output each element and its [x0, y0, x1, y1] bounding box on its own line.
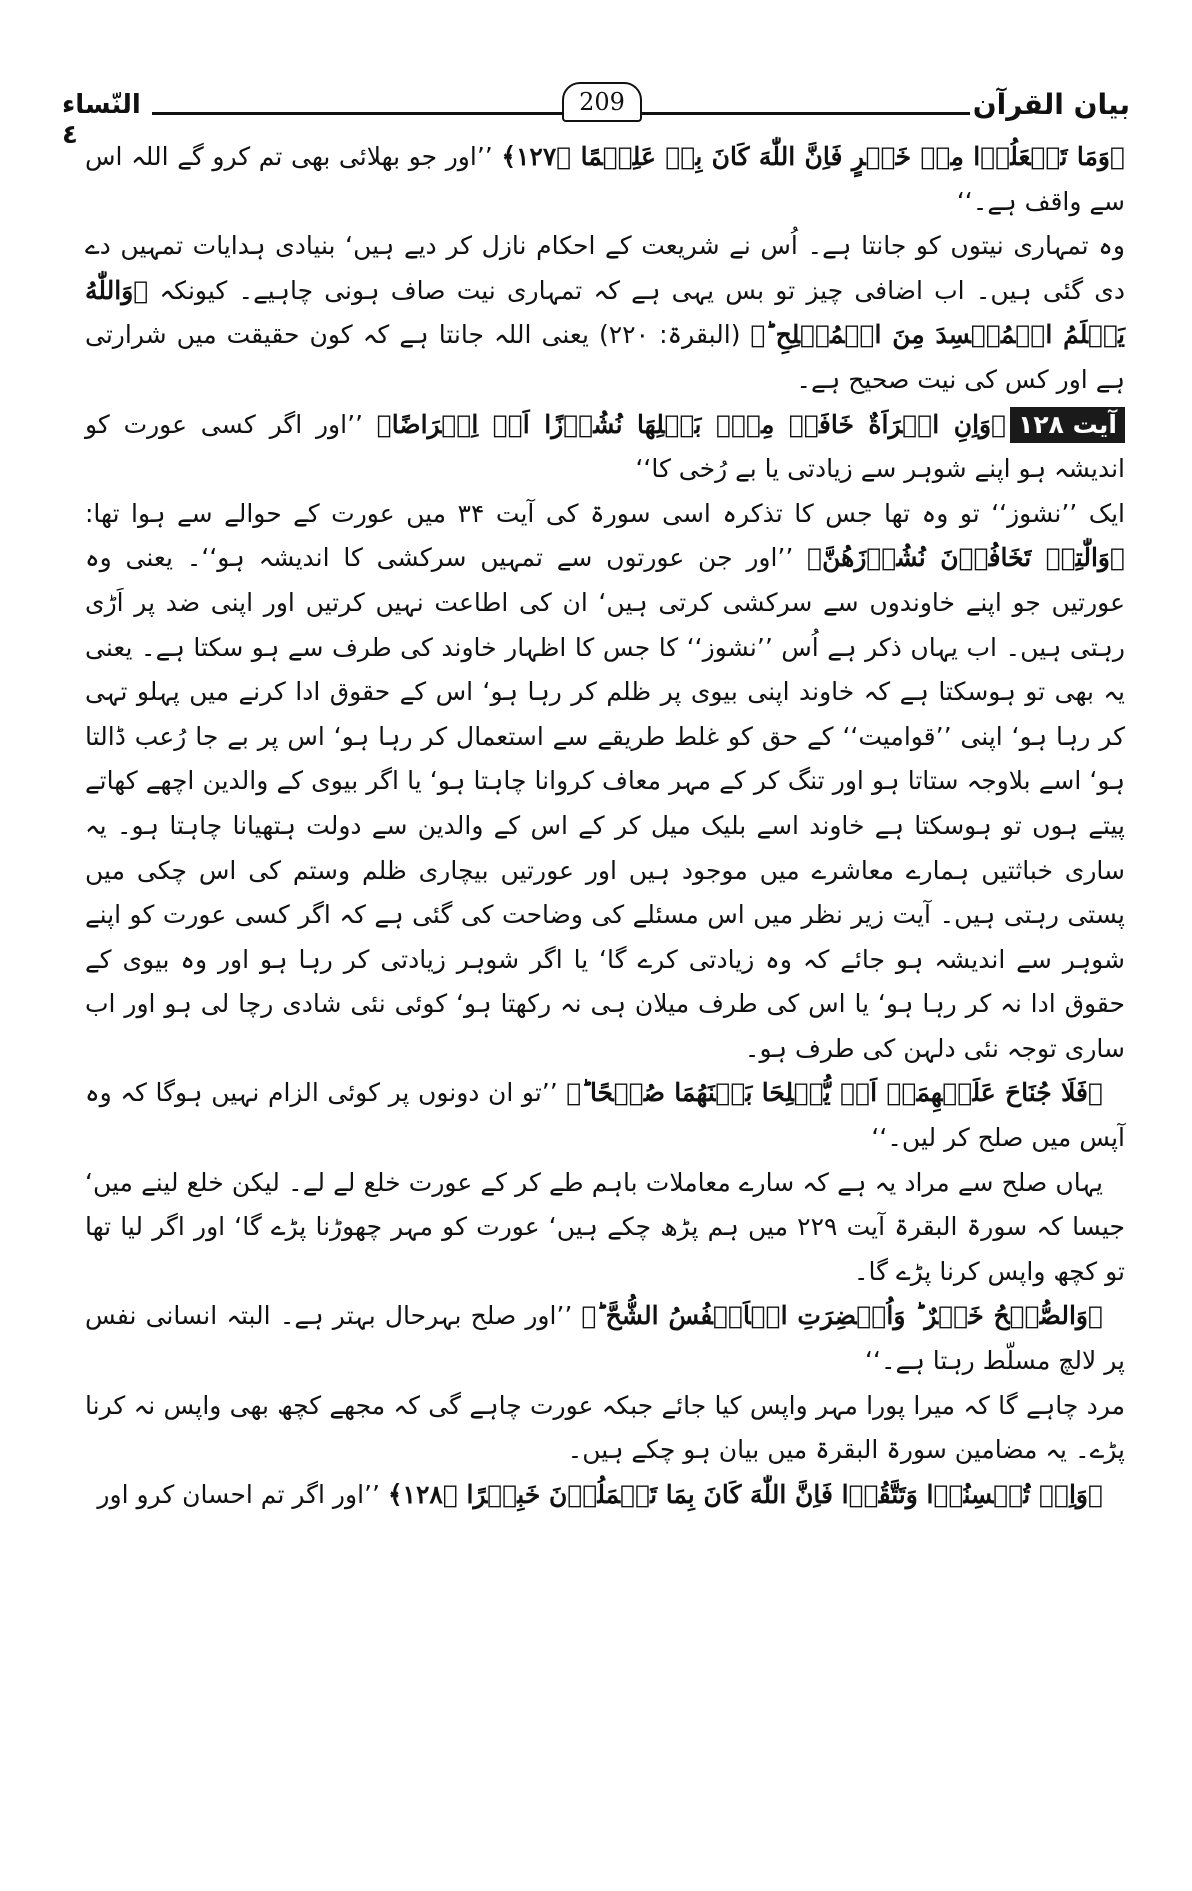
- book-title: بیان القرآن: [970, 88, 1130, 121]
- page-body: [85, 135, 1125, 1517]
- quran-verse: ﴿وَاِنۡ تُحۡسِنُوۡا وَتَتَّقُوۡا فَاِنَّ اللّٰهَ كَانَ بِمَا تَعۡمَلُوۡنَ خَبِيۡرًا ﴿١٢٨﴾: [387, 1479, 1103, 1509]
- paragraph-text: مرد چاہے گا کہ میرا پورا مہر واپس کیا جائے جبکہ عورت چاہے گی کہ مجھے کچھ بھی واپس نہ کرنا پڑے۔ یہ مضامین سورۃ البقرۃ میں بیان ہو چکے ہیں۔: [85, 1390, 1125, 1465]
- paragraph: [85, 224, 1125, 402]
- paragraph: [85, 1071, 1125, 1160]
- paragraph: [85, 1473, 1125, 1518]
- paragraph-text: ’’تو ان دونوں پر کوئی الزام نہیں ہوگا کہ وہ آپس میں صلح کر لیں۔‘‘: [85, 1078, 1125, 1153]
- paragraph-text: ’’اور صلح بہرحال بہتر ہے۔ البتہ انسانی نفس پر لالچ مسلّط رہتا ہے۔‘‘: [85, 1301, 1125, 1376]
- page-number: 209: [562, 82, 642, 122]
- paragraph: [85, 492, 1125, 1072]
- quran-verse: ﴿وَالّٰتِىۡ تَخَافُوۡنَ نُشُوۡزَهُنَّ﴾: [807, 543, 1125, 573]
- quran-verse: ﴿وَاللّٰهُ يَعۡلَمُ الۡمُفۡسِدَ مِنَ الۡمُصۡلِحِ ؕ﴾: [85, 275, 1126, 350]
- quran-verse: ﴿وَاِنِ امۡرَاَةٌ خَافَتۡ مِنۡۢ بَعۡلِهَا نُشُوۡزًا اَوۡ اِعۡرَاضًا﴾: [376, 409, 1007, 439]
- surah-name: النّساء ٤: [62, 90, 152, 150]
- quran-verse: ﴿وَمَا تَفۡعَلُوۡا مِنۡ خَيۡرٍ فَاِنَّ اللّٰهَ كَانَ بِهٖ عَلِيۡمًا ﴿١٢٧﴾: [501, 142, 1125, 171]
- paragraph: [85, 403, 1125, 492]
- paragraph: [85, 1294, 1125, 1383]
- running-header: [62, 88, 1130, 150]
- header-rule: [132, 112, 980, 115]
- paragraph-text: وہ تمہاری نیتوں کو جانتا ہے۔ اُس نے شریعت کے احکام نازل کر دیے ہیں‘ بنیادی ہدایات تمہیں دے دی گئی ہیں۔ اب اضافی چیز تو بس یہی ہے کہ تمہاری نیت صاف ہونی چاہیے۔ کیونکہ: [85, 231, 1125, 305]
- paragraph-text: (البقرۃ: ۲۲۰) یعنی اللہ جانتا ہے کہ کون حقیقت میں شرارتی ہے اور کس کی نیت صحیح ہے۔: [85, 320, 1125, 394]
- paragraph-text: ’’اور اگر کسی عورت کو اندیشہ ہو اپنے شوہر سے زیادتی یا بے رُخی کا‘‘: [85, 409, 1125, 484]
- paragraph-text: ’’اور جو بھلائی بھی تم کرو گے اللہ اس سے واقف ہے۔‘‘: [85, 142, 1125, 216]
- paragraph: [85, 135, 1125, 224]
- quran-verse: ﴿وَالصُّلۡحُ خَيۡرٌ ؕ وَاُحۡضِرَتِ الۡاَنۡفُسُ الشُّحَّ ؕ﴾: [581, 1301, 1103, 1331]
- paragraph: [85, 1161, 1125, 1295]
- paragraph-text: یہاں صلح سے مراد یہ ہے کہ سارے معاملات باہم طے کر کے عورت خلع لے لے۔ لیکن خلع لینے میں‘ جیسا کہ سورۃ البقرۃ آیت ۲۲۹ میں ہم پڑھ چکے ہیں‘ عورت کو مہر چھوڑنا پڑے گا‘ اور اگر لیا تھا تو کچھ واپس کرنا پڑے گا۔: [85, 1167, 1125, 1286]
- paragraph-text: ’’اور جن عورتوں سے تمہیں سرکشی کا اندیشہ ہو‘‘۔ یعنی وہ عورتیں جو اپنے خاوندوں سے سرکشی کرتی ہیں‘ ان کی اطاعت نہیں کرتیں اور اپنی ضد پر اَڑی رہتی ہیں۔ اب یہاں ذکر ہے اُس ’’نشوز‘‘ کا جس کا اظہار خاوند کی طرف سے ہو سکتا ہے۔ یعنی یہ بھی تو ہوسکتا ہے کہ خاوند اپنی بیوی پر ظلم کر رہا ہو‘ اس کے حقوق ادا کرنے میں پہلو تہی کر رہا ہو‘ اپنی ’’قوامیت‘‘ کے حق کو غلط طریقے سے استعمال کر رہا ہو‘ اس پر بے جا رُعب ڈالتا ہو‘ اسے بلاوجہ ستاتا ہو اور تنگ کر کے مہر معاف کروانا چاہتا ہو‘ یا اگر بیوی کے والدین اچھے کھاتے پیتے ہوں تو ہوسکتا ہے خاوند اسے بلیک میل کر کے اس کے والدین سے دولت ہتھیانا چاہتا ہو۔ یہ ساری خباثتیں ہمارے معاشرے میں موجود ہیں اور عورتیں بیچاری ظلم وستم کی اس چکی میں پستی رہتی ہیں۔ آیت زیر نظر میں اس مسئلے کی وضاحت کی گئی ہے کہ اگر کسی عورت کو اپنے شوہر سے اندیشہ ہو جائے کہ وہ زیادتی کرے گا‘ یا اگر شوہر زیادتی کر رہا ہو اور وہ بیوی کے حقوق ادا نہ کر رہا ہو‘ یا اس کی طرف میلان ہی نہ رکھتا ہو‘ کوئی نئی شادی رچا لی ہو اور اب ساری توجہ نئی دلہن کی طرف ہو۔: [85, 543, 1125, 1063]
- quran-verse: ﴿فَلَا جُنَاحَ عَلَيۡهِمَاۤ اَنۡ يُّصۡلِحَا بَيۡنَهُمَا صُلۡحًا ؕ﴾: [566, 1078, 1103, 1108]
- ayah-number-tag: آیت ۱۲۸: [1010, 407, 1125, 443]
- paragraph-text: ’’اور اگر تم احسان کرو اور: [97, 1479, 388, 1509]
- paragraph-text: ایک ’’نشوز‘‘ تو وہ تھا جس کا تذکرہ اسی سورۃ کی آیت ۳۴ میں عورت کے حوالے سے ہوا تھا:: [85, 498, 1125, 528]
- paragraph: [85, 1384, 1125, 1473]
